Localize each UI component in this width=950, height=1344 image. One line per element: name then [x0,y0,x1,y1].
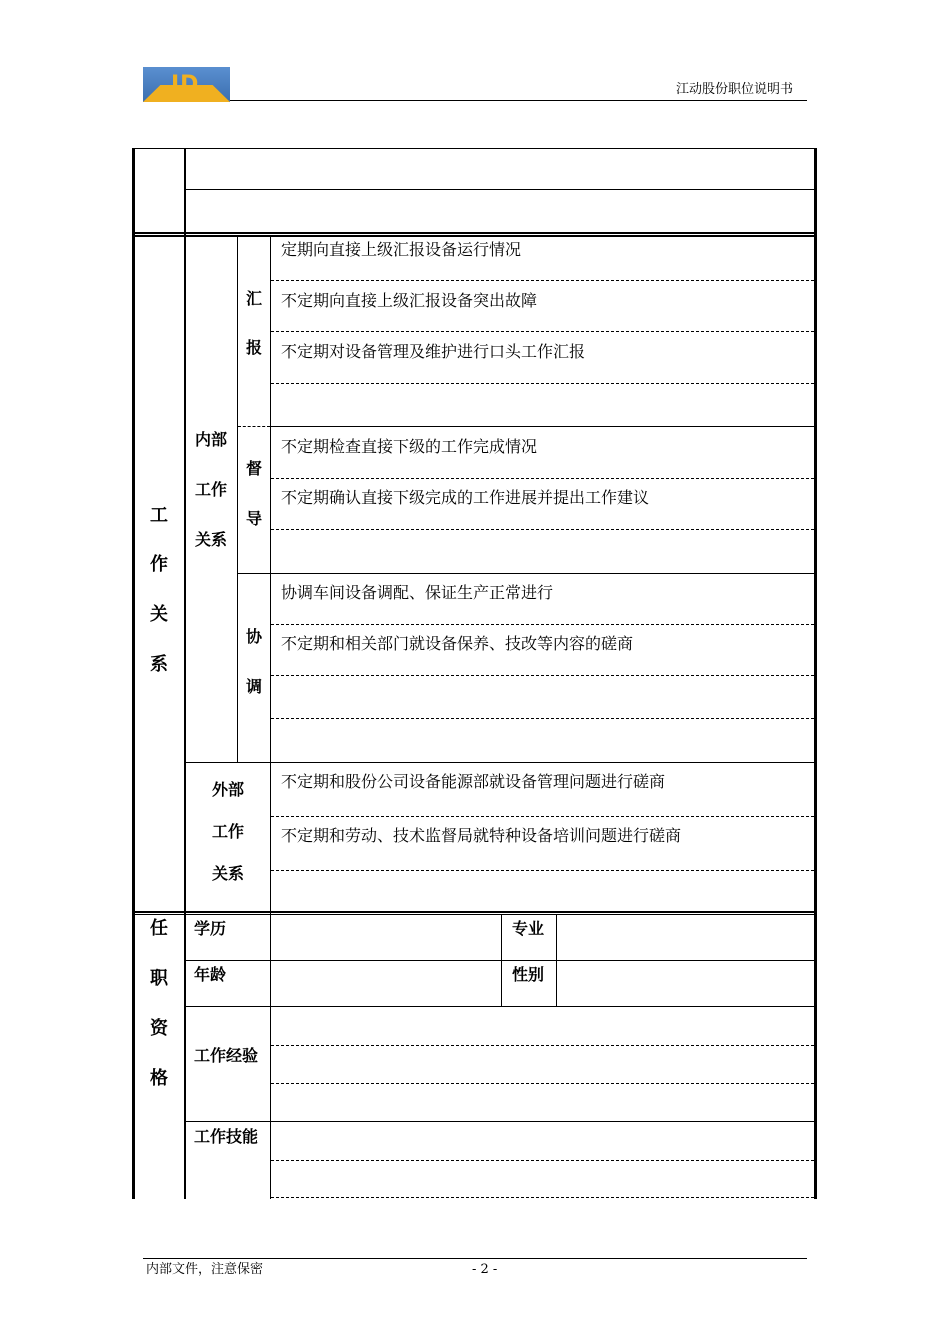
doc-title: 江动股份职位说明书 [676,82,794,97]
supervise-label-2: 导 [246,509,263,528]
relations-section-label-3: 关 [150,604,168,625]
coordinate-label-1: 协 [246,627,263,646]
page-number: - 2 - [472,1262,498,1277]
coordinate-item: 不定期和相关部门就设备保养、技改等内容的磋商 [281,634,634,653]
report-item: 定期向直接上级汇报设备运行情况 [281,240,522,259]
table-left-border [132,148,135,1199]
coordinate-label-2: 调 [246,677,263,696]
coordinate-item: 协调车间设备调配、保证生产正常进行 [281,583,554,602]
relations-section-label-2: 作 [150,554,168,575]
supervise-item: 不定期确认直接下级完成的工作进展并提出工作建议 [281,488,650,507]
logo-text: JD [171,72,200,97]
relations-section-label-4: 系 [150,654,168,675]
supervise-label-1: 督 [246,459,263,478]
gender-label: 性别 [512,965,545,984]
education-label: 学历 [194,919,227,938]
qual-section-label-2: 职 [150,968,168,989]
external-item: 不定期和劳动、技术监督局就特种设备培训问题进行磋商 [281,826,682,845]
age-label: 年龄 [194,965,227,984]
company-logo [143,67,230,102]
footer-confidential: 内部文件，注意保密 [146,1262,264,1277]
report-label-2: 报 [246,338,263,357]
supervise-item: 不定期检查直接下级的工作完成情况 [281,437,538,456]
report-item: 不定期对设备管理及维护进行口头工作汇报 [281,342,586,361]
table-right-border [814,148,817,1199]
external-label-2: 工作 [212,822,245,841]
qual-section-label-1: 任 [150,918,168,939]
internal-label-3: 关系 [195,530,228,549]
external-item: 不定期和股份公司设备能源部就设备管理问题进行磋商 [281,772,666,791]
qual-section-label-3: 资 [150,1018,168,1039]
header-rule [230,100,807,101]
report-item: 不定期向直接上级汇报设备突出故障 [281,291,538,310]
internal-label-2: 工作 [195,480,228,499]
report-label-1: 汇 [246,289,263,308]
relations-section-label-1: 工 [150,505,168,526]
internal-label-1: 内部 [195,430,228,449]
footer-rule [143,1258,807,1259]
external-label-3: 关系 [212,864,245,883]
qual-section-label-4: 格 [150,1068,168,1089]
external-label-1: 外部 [212,780,245,799]
major-label: 专业 [512,919,545,938]
skills-label: 工作技能 [194,1127,259,1146]
experience-label: 工作经验 [194,1046,259,1065]
